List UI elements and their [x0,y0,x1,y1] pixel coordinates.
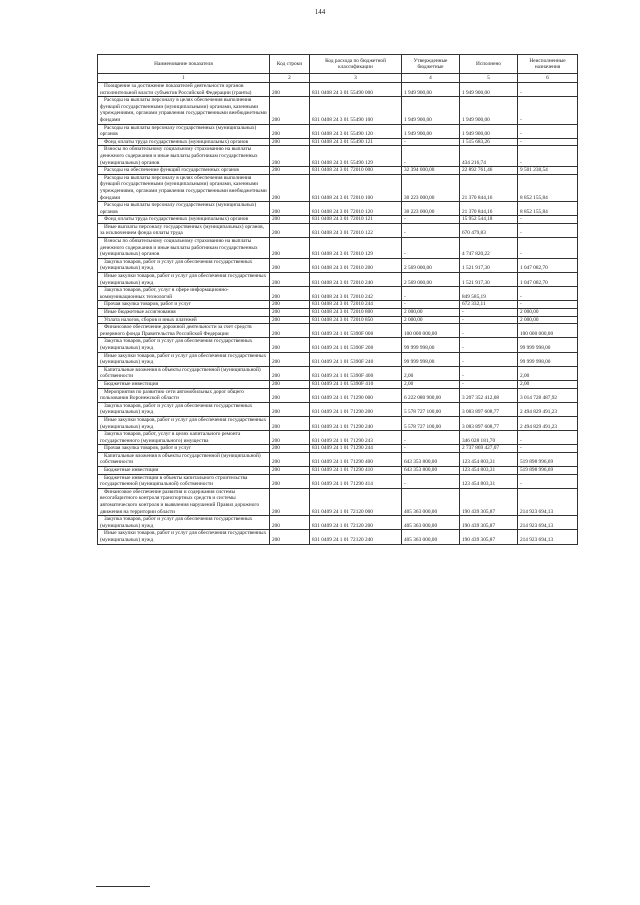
row-approved: 30 223 000,00 [402,174,460,201]
row-unexecuted: 214 923 694,13 [518,530,578,544]
row-unexecuted: 214 923 694,13 [518,488,578,515]
row-executed: - [460,380,518,388]
row-name: Расходы на выплаты персоналу государственных (муниципальных) органов [98,124,270,138]
row-approved: - [402,287,460,301]
row-name: Иные бюджетные ассигнования [98,309,270,317]
row-unexecuted: - [518,445,578,453]
row-executed: 672 332,11 [460,301,518,309]
row-budget-code: 831 0408 24 3 01 72010 200 [310,258,402,272]
table-row [98,309,578,317]
row-budget-code: 831 0409 24 1 01 71290 244 [310,445,402,453]
row-line-code: 200 [270,273,310,287]
row-approved: 2 569 000,00 [402,258,460,272]
row-unexecuted: 2,00 [518,380,578,388]
row-budget-code: 831 0409 24 1 01 71290 000 [310,388,402,402]
row-unexecuted: 8 852 155,84 [518,174,578,201]
row-budget-code: 831 0408 24 3 01 72010 850 [310,316,402,324]
row-line-code: 200 [270,223,310,237]
table-row [98,97,578,124]
row-budget-code: 831 0408 24 3 01 72010 800 [310,309,402,317]
footer-rule [96,886,150,887]
row-line-code: 200 [270,309,310,317]
row-approved: - [402,431,460,445]
row-unexecuted: 2 494 829 491,23 [518,402,578,416]
row-unexecuted: 99 999 998,00 [518,352,578,366]
table-row [98,530,578,544]
row-budget-code: 831 0408 24 3 01 55490 000 [310,83,402,97]
row-line-code: 200 [270,202,310,216]
row-budget-code: 831 0409 24 1 01 72120 200 [310,516,402,530]
row-unexecuted: - [518,431,578,445]
column-number: 6 [518,74,578,83]
header-approved: Утвержденные бюджетные [402,55,460,74]
row-unexecuted: - [518,223,578,237]
row-line-code: 200 [270,388,310,402]
row-executed: 190 439 305,87 [460,516,518,530]
row-unexecuted: - [518,238,578,259]
row-line-code: 200 [270,380,310,388]
row-executed: 2 737 869 427,07 [460,445,518,453]
row-unexecuted: 100 000 000,00 [518,324,578,338]
row-name: Закупка товаров, работ и услуг для обеспечения государственных (муниципальных) нужд [98,516,270,530]
table-row [98,301,578,309]
row-line-code: 200 [270,324,310,338]
row-unexecuted: 2 000,00 [518,309,578,317]
row-name: Иные закупки товаров, работ и услуг для обеспечения государственных (муниципальных) нужд [98,273,270,287]
row-line-code: 200 [270,138,310,146]
row-name: Иные выплаты персоналу государственных (муниципальных) органов, за исключением фонда оплаты труда [98,223,270,237]
row-name: Закупка товаров, работ и услуг для обеспечения государственных (муниципальных) нужд [98,258,270,272]
row-budget-code: 831 0408 24 3 01 72010 000 [310,167,402,175]
row-executed: - [460,338,518,352]
row-line-code: 200 [270,167,310,175]
table-row [98,216,578,224]
row-budget-code: 831 0408 24 3 01 72010 244 [310,301,402,309]
table-row [98,488,578,515]
row-name: Финансовое обеспечение дорожной деятельности за счет средств резервного фонда Правительства Российской Федерации [98,324,270,338]
row-unexecuted: 3 014 728 487,92 [518,388,578,402]
row-line-code: 200 [270,146,310,167]
row-executed: 3 083 897 608,77 [460,402,518,416]
row-line-code: 200 [270,416,310,430]
row-budget-code: 831 0409 24 1 01 71290 243 [310,431,402,445]
row-approved: 643 353 800,00 [402,467,460,475]
table-row [98,467,578,475]
table-row [98,223,578,237]
row-line-code: 200 [270,366,310,380]
row-name: Иные закупки товаров, работ и услуг для обеспечения государственных (муниципальных) нужд [98,352,270,366]
row-budget-code: 831 0409 24 1 01 71290 200 [310,402,402,416]
row-line-code: 200 [270,467,310,475]
row-unexecuted: - [518,83,578,97]
row-name: Иные закупки товаров, работ и услуг для обеспечения государственных (муниципальных) нужд [98,530,270,544]
row-unexecuted: - [518,474,578,488]
row-unexecuted: 9 501 238,54 [518,167,578,175]
row-approved: 2 569 000,00 [402,273,460,287]
row-line-code: 200 [270,97,310,124]
table-row [98,202,578,216]
row-name: Прочая закупка товаров, работ и услуг [98,301,270,309]
row-line-code: 200 [270,474,310,488]
row-approved: 100 000 000,00 [402,324,460,338]
row-executed: - [460,324,518,338]
row-line-code: 200 [270,258,310,272]
row-name: Бюджетные инвестиции [98,467,270,475]
row-approved: 1 949 900,00 [402,83,460,97]
row-budget-code: 831 0408 24 3 01 72010 100 [310,174,402,201]
row-executed: 346 028 181,70 [460,431,518,445]
row-line-code: 200 [270,452,310,466]
row-line-code: 200 [270,301,310,309]
row-executed: 4 747 820,22 [460,238,518,259]
table-row [98,366,578,380]
row-approved: - [402,223,460,237]
row-budget-code: 831 0409 24 1 01 71290 410 [310,467,402,475]
row-name: Закупка товаров, работ и услуг для обеспечения государственных (муниципальных) нужд [98,402,270,416]
row-unexecuted: - [518,216,578,224]
row-executed: - [460,352,518,366]
row-budget-code: 831 0409 24 1 01 5390F 200 [310,338,402,352]
row-executed: 21 370 844,16 [460,202,518,216]
row-executed: 434 216,74 [460,146,518,167]
row-executed: 21 370 844,16 [460,174,518,201]
table-row [98,238,578,259]
table-row [98,258,578,272]
table-row [98,338,578,352]
table-row [98,83,578,97]
row-name: Расходы на обеспечение функций государственных органов [98,167,270,175]
column-number: 3 [310,74,402,83]
row-budget-code: 831 0409 24 1 01 72120 240 [310,530,402,544]
row-name: Фонд оплаты труда государственных (муниципальных) органов [98,216,270,224]
table-row [98,174,578,201]
row-budget-code: 831 0408 24 3 01 72010 129 [310,238,402,259]
row-unexecuted: - [518,97,578,124]
table-header [98,55,578,83]
row-unexecuted: 2 000,00 [518,316,578,324]
row-line-code: 200 [270,445,310,453]
header-line-code: Код строки [270,55,310,74]
row-name: Капитальные вложения в объекты государственной (муниципальной) собственности [98,452,270,466]
row-executed: 123 454 803,31 [460,452,518,466]
table-row [98,287,578,301]
row-unexecuted: 519 898 996,69 [518,452,578,466]
row-name: Закупка товаров, работ, услуг в сфере информационно-коммуникационных технологий [98,287,270,301]
row-approved: 1 949 900,00 [402,97,460,124]
row-approved: 2 000,00 [402,316,460,324]
row-approved: 32 394 000,00 [402,167,460,175]
row-unexecuted: 2 494 829 491,23 [518,416,578,430]
row-line-code: 200 [270,516,310,530]
row-line-code: 200 [270,238,310,259]
row-approved: 99 999 998,00 [402,352,460,366]
row-approved: 2 000,00 [402,309,460,317]
row-budget-code: 831 0408 24 3 01 72010 240 [310,273,402,287]
row-name: Иные закупки товаров, работ и услуг для обеспечения государственных (муниципальных) нужд [98,416,270,430]
row-line-code: 200 [270,316,310,324]
page-number: 144 [314,8,326,16]
table-row [98,402,578,416]
row-unexecuted: - [518,301,578,309]
row-name: Расходы на выплаты персоналу государственных (муниципальных) органов [98,202,270,216]
budget-execution-table [97,54,578,545]
row-line-code: 200 [270,431,310,445]
header-unexecuted: Неисполненные назначения [518,55,578,74]
row-executed: 190 439 305,87 [460,488,518,515]
row-line-code: 200 [270,83,310,97]
column-number: 5 [460,74,518,83]
row-name: Финансовое обеспечение развития и содержания системы весогабаритного контроля транспортных средств и системы автоматического контроля и выявления нарушений Правил дорожного движения на территории области [98,488,270,515]
row-name: Закупка товаров, работ и услуг для обеспечения государственных (муниципальных) нужд [98,338,270,352]
row-approved: - [402,146,460,167]
column-number: 4 [402,74,460,83]
row-executed: 3 083 897 608,77 [460,416,518,430]
row-name: Закупка товаров, работ, услуг в целях капитального ремонта государственного (муниципального) имущества [98,431,270,445]
row-name: Капитальные вложения в объекты государственной (муниципальной) собственности [98,366,270,380]
row-executed: 22 892 761,46 [460,167,518,175]
row-approved: - [402,474,460,488]
row-unexecuted: 99 999 998,00 [518,338,578,352]
row-line-code: 200 [270,352,310,366]
row-unexecuted: 519 898 996,69 [518,467,578,475]
row-budget-code: 831 0408 24 3 01 55490 121 [310,138,402,146]
row-budget-code: 831 0409 24 1 01 72120 000 [310,488,402,515]
row-executed: 1 949 900,00 [460,97,518,124]
row-name: Мероприятия по развитию сети автомобильных дорог общего пользования Воронежской области [98,388,270,402]
row-name: Уплата налогов, сборов и иных платежей [98,316,270,324]
row-executed: 15 952 544,18 [460,216,518,224]
row-unexecuted: 214 923 694,13 [518,516,578,530]
row-executed: 190 439 305,87 [460,530,518,544]
row-budget-code: 831 0408 24 3 01 55490 129 [310,146,402,167]
row-unexecuted: 1 047 082,70 [518,258,578,272]
table-row [98,138,578,146]
table-row [98,324,578,338]
row-budget-code: 831 0409 24 1 01 5390F 410 [310,380,402,388]
row-budget-code: 831 0409 24 1 01 71290 414 [310,474,402,488]
row-approved: 405 363 000,00 [402,516,460,530]
header-budget-code: Код расхода по бюджетной классификации [310,55,402,74]
row-unexecuted: - [518,287,578,301]
row-executed: - [460,366,518,380]
row-executed: 123 454 803,31 [460,474,518,488]
table-body [98,83,578,545]
row-approved: 405 363 000,00 [402,488,460,515]
row-budget-code: 831 0409 24 1 01 71290 240 [310,416,402,430]
row-budget-code: 831 0409 24 1 01 5390F 240 [310,352,402,366]
row-approved: 405 363 000,00 [402,530,460,544]
row-unexecuted: - [518,146,578,167]
row-approved: 99 999 998,00 [402,338,460,352]
row-executed: - [460,309,518,317]
row-budget-code: 831 0408 24 3 01 72010 121 [310,216,402,224]
row-budget-code: 831 0408 24 3 01 72010 242 [310,287,402,301]
row-unexecuted: 8 852 155,84 [518,202,578,216]
row-approved: - [402,216,460,224]
row-name: Фонд оплаты труда государственных (муниципальных) органов [98,138,270,146]
row-name: Поощрение за достижение показателей деятельности органов исполнительной власти субъектов Российской Федерации (гранты) [98,83,270,97]
row-executed: 670 479,83 [460,223,518,237]
row-executed: 123 454 803,31 [460,467,518,475]
column-number: 2 [270,74,310,83]
row-line-code: 200 [270,338,310,352]
row-name: Взносы по обязательному социальному страхованию на выплаты денежного содержания и иные выплаты работникам государственных (муниципальных) органов [98,146,270,167]
row-approved: - [402,445,460,453]
table-row [98,352,578,366]
row-approved: - [402,138,460,146]
column-number: 1 [98,74,270,83]
row-executed: 3 207 352 412,08 [460,388,518,402]
row-name: Бюджетные инвестиции в объекты капитального строительства государственной (муниципальной) собственности [98,474,270,488]
row-approved: - [402,238,460,259]
row-approved: 2,00 [402,380,460,388]
row-name: Прочая закупка товаров, работ и услуг [98,445,270,453]
table-row [98,388,578,402]
row-budget-code: 831 0408 24 3 01 55490 120 [310,124,402,138]
row-executed: 1 515 683,26 [460,138,518,146]
row-line-code: 200 [270,216,310,224]
table-row [98,146,578,167]
row-executed: 849 585,19 [460,287,518,301]
table-row [98,445,578,453]
row-name: Расходы на выплаты персоналу в целях обеспечения выполнения функций государственными (муниципальными) органами, казенными учреждениями, органами управления государственными внебюджетными фондами [98,97,270,124]
row-approved: 5 578 727 100,00 [402,416,460,430]
header-name: Наименование показателя [98,55,270,74]
column-number-row [98,74,578,83]
row-approved: 6 222 080 900,00 [402,388,460,402]
row-approved: 1 949 900,00 [402,124,460,138]
row-budget-code: 831 0408 24 3 01 72010 122 [310,223,402,237]
row-executed: 1 521 917,30 [460,273,518,287]
table-row [98,380,578,388]
row-budget-code: 831 0408 24 3 01 72010 120 [310,202,402,216]
row-line-code: 200 [270,488,310,515]
row-approved: - [402,301,460,309]
row-unexecuted: 2,00 [518,366,578,380]
table-row [98,516,578,530]
row-name: Взносы по обязательному социальному страхованию на выплаты денежного содержания и иные выплаты работникам государственных (муниципальных) органов [98,238,270,259]
row-unexecuted: - [518,124,578,138]
row-executed: 1 949 900,00 [460,83,518,97]
row-line-code: 200 [270,174,310,201]
row-unexecuted: 1 047 082,70 [518,273,578,287]
table-row [98,124,578,138]
row-executed: - [460,316,518,324]
row-name: Расходы на выплаты персоналу в целях обеспечения выполнения функций государственными (муниципальными) органами, казенными учреждениями, органами управления государственными внебюджетными фондами [98,174,270,201]
row-budget-code: 831 0409 24 1 01 5390F 000 [310,324,402,338]
row-budget-code: 831 0409 24 1 01 5390F 400 [310,366,402,380]
row-line-code: 200 [270,287,310,301]
row-line-code: 200 [270,124,310,138]
row-approved: 30 223 000,00 [402,202,460,216]
row-line-code: 200 [270,530,310,544]
row-approved: 5 578 727 100,00 [402,402,460,416]
table-row [98,273,578,287]
row-name: Бюджетные инвестиции [98,380,270,388]
row-approved: 2,00 [402,366,460,380]
row-approved: 643 353 800,00 [402,452,460,466]
table-row [98,416,578,430]
row-budget-code: 831 0408 24 3 01 55490 100 [310,97,402,124]
table-row [98,316,578,324]
row-line-code: 200 [270,402,310,416]
table-row [98,474,578,488]
table-row [98,167,578,175]
table-row [98,431,578,445]
header-executed: Исполнено [460,55,518,74]
row-budget-code: 831 0409 24 1 01 71290 400 [310,452,402,466]
row-executed: 1 949 900,00 [460,124,518,138]
row-unexecuted: - [518,138,578,146]
table-row [98,452,578,466]
row-executed: 1 521 917,30 [460,258,518,272]
